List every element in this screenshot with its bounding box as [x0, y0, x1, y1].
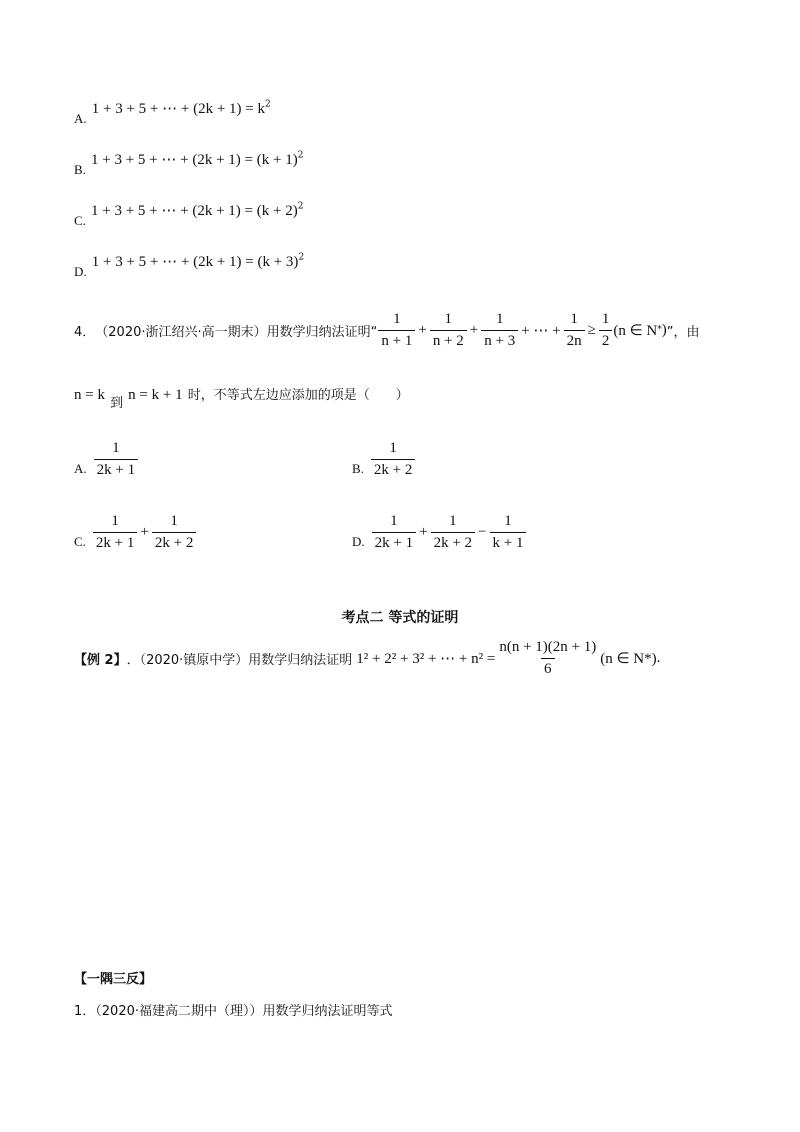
option-label: C.: [74, 534, 86, 549]
option-fraction: [93, 513, 137, 552]
to-word: 到: [110, 396, 124, 411]
fraction-term: [481, 311, 518, 350]
question-tail: ”，由: [666, 324, 700, 340]
option-b-q4: [352, 432, 416, 486]
option-exp: 2: [297, 150, 304, 161]
option-expr: 1 + 3 + 5 + ⋯ + (2k + 1) = (k + 3): [91, 254, 299, 270]
numerator: n(n + 1)(2n + 1): [499, 638, 597, 655]
fraction-term: [430, 311, 467, 350]
option-fraction: [490, 513, 527, 552]
numerator: 1: [170, 512, 178, 529]
numerator: 1: [112, 439, 120, 456]
numerator: 1: [449, 512, 457, 529]
denominator: 2k + 2: [371, 459, 415, 479]
denominator: 2k + 2: [152, 532, 196, 552]
option-c-q3: [74, 200, 304, 228]
denominator: n + 3: [481, 330, 518, 350]
option-a-q4: [74, 432, 139, 486]
question-4-line2: [74, 384, 409, 411]
plus-sign: +: [469, 321, 479, 338]
denominator: 2: [599, 330, 613, 350]
plus-sign: +: [140, 523, 149, 540]
denominator: 2k + 1: [93, 532, 137, 552]
numerator: 1: [495, 310, 504, 327]
fraction-term: [564, 311, 585, 350]
fraction-term: [378, 311, 415, 350]
numerator: 1: [504, 512, 512, 529]
option-label: B.: [74, 162, 86, 177]
denominator: n + 1: [378, 330, 415, 350]
yiyu-item-1: 1．（2020·福建高二期中（理））用数学归纳法证明等式: [74, 1004, 393, 1019]
numerator: 1: [390, 512, 398, 529]
option-exp: 2: [298, 252, 305, 263]
example-period: .: [656, 649, 661, 666]
numerator: 1: [393, 310, 401, 327]
option-fraction: [372, 513, 416, 552]
example-lhs: 1² + 2² + 3² + ⋯ + n² =: [356, 650, 496, 667]
option-d-q3: [74, 251, 305, 279]
denominator: 2k + 1: [94, 459, 138, 479]
option-fraction: [371, 440, 415, 479]
denominator: 2n: [564, 330, 585, 350]
option-fraction: [152, 513, 196, 552]
option-label: A.: [74, 461, 87, 476]
geq-sign: ≥: [587, 321, 596, 338]
set-close: ): [661, 321, 667, 338]
set-condition: (n ∈ N: [613, 322, 658, 339]
option-label: B.: [352, 461, 364, 476]
option-label: D.: [74, 264, 87, 279]
yiyu-heading: 【一隅三反】: [74, 972, 153, 987]
example-source: ．（2020·镇原中学）用数学归纳法证明: [126, 652, 353, 668]
option-label: D.: [352, 534, 365, 549]
option-fraction: [431, 513, 475, 552]
option-expr: 1 + 3 + 5 + ⋯ + (2k + 1) = (k + 1): [91, 152, 298, 168]
example-condition: (n ∈ N*): [600, 650, 657, 667]
question-line2-tail: 时，不等式左边应添加的项是（ ）: [187, 388, 409, 403]
option-c-q4: [74, 505, 197, 559]
option-exp: 2: [297, 201, 304, 212]
numerator: 1: [389, 439, 397, 456]
option-exp: 2: [264, 99, 271, 110]
denominator: n + 2: [430, 330, 467, 350]
option-fraction: [94, 440, 138, 479]
denominator: 2k + 2: [431, 532, 475, 552]
example-tag: 【例 2】: [74, 652, 127, 668]
option-expr: 1 + 3 + 5 + ⋯ + (2k + 1) = k: [91, 101, 265, 117]
ellipsis-sum: + ⋯ +: [521, 322, 561, 339]
question-number: 4．: [74, 324, 96, 340]
plus-sign: +: [419, 523, 428, 540]
example-rhs-fraction: [496, 639, 599, 678]
question-source: （2020·浙江绍兴·高一期末）用数学归纳法证明“: [95, 324, 378, 340]
numerator: 1: [601, 310, 610, 327]
numerator: 1: [444, 310, 453, 327]
set-star: *: [657, 325, 662, 335]
section-title: 考点二 等式的证明: [341, 610, 459, 626]
option-expr: 1 + 3 + 5 + ⋯ + (2k + 1) = (k + 2): [91, 203, 298, 219]
numerator: 1: [570, 310, 578, 327]
numerator: 1: [111, 512, 119, 529]
plus-sign: +: [418, 321, 427, 338]
option-label: C.: [74, 213, 86, 228]
n-equals-k-plus-1: n = k + 1: [128, 387, 183, 403]
half-fraction: [599, 311, 613, 350]
example-2: [74, 630, 660, 686]
minus-sign: −: [478, 523, 487, 540]
option-label: A.: [74, 111, 87, 126]
question-4: [74, 300, 700, 360]
option-b-q3: [74, 149, 304, 177]
denominator: k + 1: [490, 532, 527, 552]
option-a-q3: [74, 98, 271, 126]
option-d-q4: [352, 505, 527, 559]
denominator: 2k + 1: [372, 532, 416, 552]
denominator: 6: [541, 658, 555, 678]
n-equals-k: n = k: [74, 387, 105, 403]
